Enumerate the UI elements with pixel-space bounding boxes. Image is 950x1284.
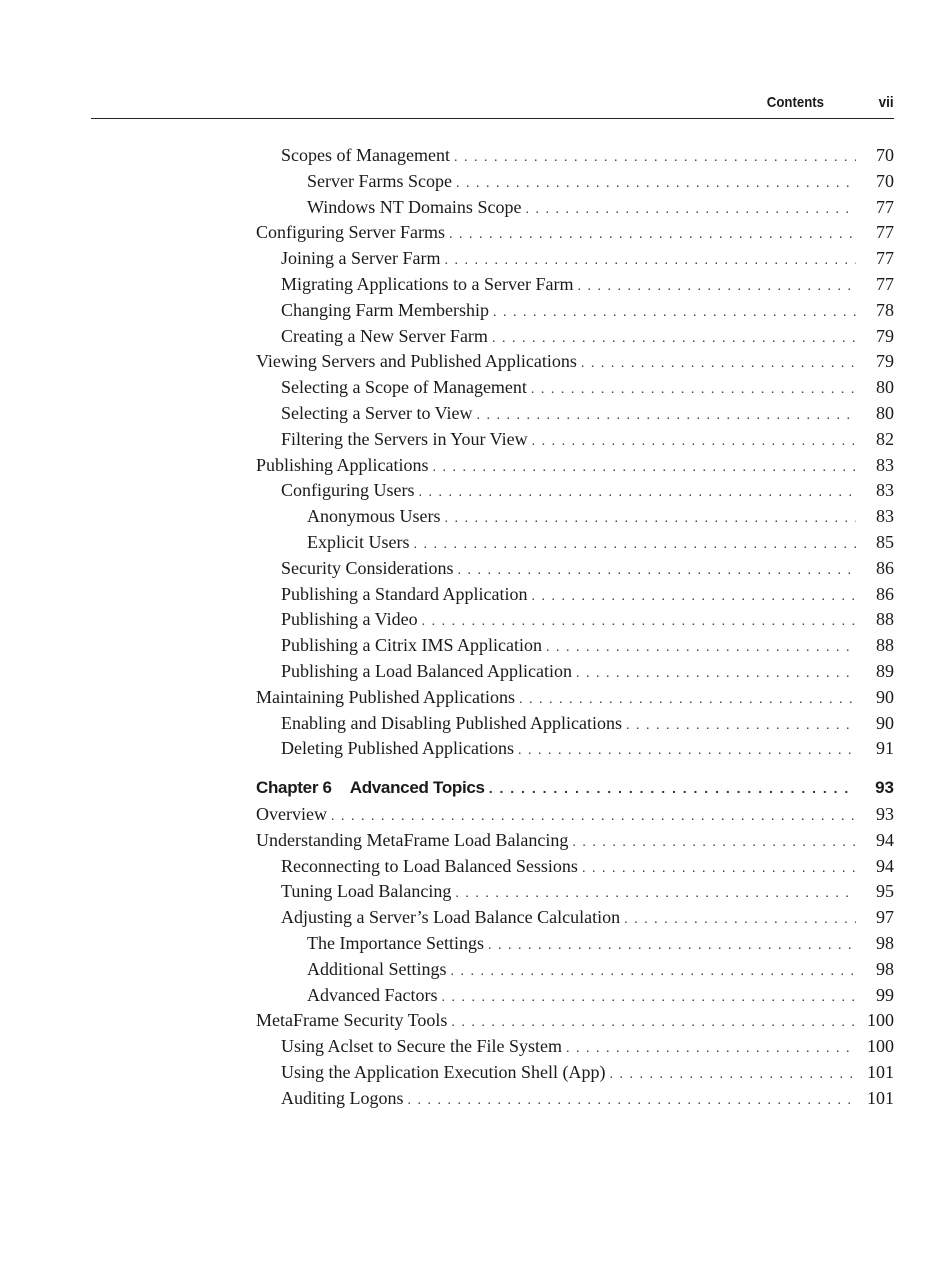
toc-entry (0, 956, 894, 982)
toc-entry-title: MetaFrame Security Tools (256, 1010, 448, 1030)
running-header-title: Contents (766, 94, 824, 111)
toc-entry-page-number: 83 (876, 455, 894, 475)
toc-entry-page-number: 89 (876, 661, 894, 681)
toc-entry-page-number: 90 (876, 687, 894, 707)
toc-entry-title: Security Considerations (281, 558, 454, 578)
toc-entry-page-number: 95 (876, 881, 894, 901)
toc-entry-title: Adjusting a Server’s Load Balance Calculation (281, 907, 621, 927)
toc-entry-title: Windows NT Domains Scope (307, 197, 522, 217)
toc-entry (0, 194, 894, 220)
toc-entry-title: Configuring Server Farms (256, 222, 445, 242)
toc-entry (0, 581, 894, 607)
toc-entry (0, 658, 894, 684)
toc-entry (0, 374, 894, 400)
toc-entry-title: Anonymous Users (307, 506, 441, 526)
toc-entry-page-number: 94 (876, 856, 894, 876)
toc-entry (0, 426, 894, 452)
toc-entry-page-number: 100 (867, 1036, 894, 1056)
toc-entry-page-number: 83 (876, 506, 894, 526)
toc-entry (0, 1033, 894, 1059)
toc-entry-title: Tuning Load Balancing (281, 881, 452, 901)
toc-entry (0, 503, 894, 529)
toc-entry-page-number: 101 (867, 1062, 894, 1082)
running-header (91, 92, 894, 119)
toc-entry-title: Overview (256, 804, 327, 824)
toc-entry-title: Selecting a Scope of Management (281, 377, 527, 397)
toc-entry (0, 323, 894, 349)
toc-entry-title: Using Aclset to Secure the File System (281, 1036, 562, 1056)
toc-entry-page-number: 88 (876, 635, 894, 655)
toc-entry-page-number: 79 (876, 351, 894, 371)
toc-entry-page-number: 85 (876, 532, 894, 552)
toc-entry (0, 1059, 894, 1085)
toc-entry (0, 477, 894, 503)
toc-entry-title: Publishing a Citrix IMS Application (281, 635, 543, 655)
toc-entry-title: Joining a Server Farm (281, 248, 441, 268)
toc-entry-title: Enabling and Disabling Published Applications (281, 713, 622, 733)
toc-entry-title: Auditing Logons (281, 1088, 404, 1108)
toc-entry-page-number: 77 (876, 197, 894, 217)
toc-entry-title: Publishing a Load Balanced Application (281, 661, 572, 681)
toc-entry-title: Selecting a Server to View (281, 403, 473, 423)
toc-entry-title: Migrating Applications to a Server Farm (281, 274, 574, 294)
toc-entry-page-number: 88 (876, 609, 894, 629)
running-header-page-number: vii (878, 94, 894, 111)
toc-entry-title: Changing Farm Membership (281, 300, 489, 320)
toc-entry-title: Filtering the Servers in Your View (281, 429, 528, 449)
toc-chapter-entry (0, 775, 894, 801)
toc-entry (0, 348, 894, 374)
toc-entry-title: Reconnecting to Load Balanced Sessions (281, 856, 578, 876)
toc-entry-page-number: 86 (876, 558, 894, 578)
toc-entry-page-number: 91 (876, 738, 894, 758)
toc-entry (0, 555, 894, 581)
toc-entry (0, 297, 894, 323)
toc-entry-page-number: 70 (876, 171, 894, 191)
toc-entry-page-number: 101 (867, 1088, 894, 1108)
toc-entry-page-number: 79 (876, 326, 894, 346)
toc-entry-page-number: 77 (876, 222, 894, 242)
toc-entry (0, 1085, 894, 1111)
toc-entry (0, 801, 894, 827)
toc-entry (0, 219, 894, 245)
toc-entry-page-number: 99 (876, 985, 894, 1005)
dot-leader (489, 775, 856, 801)
toc-entry (0, 684, 894, 710)
toc-entry (0, 878, 894, 904)
toc-entry (0, 142, 894, 168)
toc-entry-title (256, 775, 489, 801)
toc-entry-page-number: 80 (876, 403, 894, 423)
chapter-number: Chapter 6 (256, 778, 332, 797)
toc-entry-page-number: 77 (876, 248, 894, 268)
toc-entry-title: Configuring Users (281, 480, 415, 500)
toc-entry-page-number: 98 (876, 959, 894, 979)
toc-entry-title: Maintaining Published Applications (256, 687, 515, 707)
toc-entry-title: Using the Application Execution Shell (App) (281, 1062, 606, 1082)
toc-entry (0, 632, 894, 658)
toc-entry-page-number: 98 (876, 933, 894, 953)
toc-entry-title: Creating a New Server Farm (281, 326, 488, 346)
toc-entry-page-number: 70 (876, 145, 894, 165)
toc-entry-page-number: 93 (876, 804, 894, 824)
dot-leader (518, 738, 856, 764)
toc-entry (0, 827, 894, 853)
toc-entry-page-number: 90 (876, 713, 894, 733)
toc-entry-title: Additional Settings (307, 959, 447, 979)
toc-entry (0, 982, 894, 1008)
toc-entry (0, 168, 894, 194)
toc-entry-title: The Importance Settings (307, 933, 484, 953)
toc-entry (0, 904, 894, 930)
toc-entry-title: Deleting Published Applications (281, 738, 514, 758)
toc-entry-page-number: 82 (876, 429, 894, 449)
toc-entry (0, 606, 894, 632)
toc-entry-title: Publishing a Video (281, 609, 418, 629)
toc-entry-page-number: 83 (876, 480, 894, 500)
toc-entry-page-number: 78 (876, 300, 894, 320)
toc-entry-title: Advanced Factors (307, 985, 438, 1005)
toc-entry-title: Explicit Users (307, 532, 410, 552)
toc-entry-title: Understanding MetaFrame Load Balancing (256, 830, 569, 850)
toc-entry-title: Publishing Applications (256, 455, 429, 475)
toc-entry (0, 853, 894, 879)
toc-entry (0, 271, 894, 297)
toc-entry-title: Scopes of Management (281, 145, 450, 165)
toc-entry-title: Publishing a Standard Application (281, 584, 528, 604)
toc-entry (0, 710, 894, 736)
toc-entry (0, 400, 894, 426)
toc-entry-title: Server Farms Scope (307, 171, 452, 191)
toc-entry (0, 930, 894, 956)
toc-entry-title: Viewing Servers and Published Applications (256, 351, 577, 371)
chapter-title: Advanced Topics (349, 778, 485, 797)
toc-entry (0, 245, 894, 271)
toc-entry-page-number: 80 (876, 377, 894, 397)
toc-entry (0, 452, 894, 478)
toc-entry-page-number: 97 (876, 907, 894, 927)
dot-leader (408, 1088, 856, 1114)
toc-entry-page-number: 100 (867, 1010, 894, 1030)
toc-entry (0, 529, 894, 555)
toc-entry-page-number: 94 (876, 830, 894, 850)
toc-entry-page-number: 93 (875, 778, 894, 797)
toc-entry (0, 735, 894, 761)
toc-entry-page-number: 77 (876, 274, 894, 294)
toc-entry-page-number: 86 (876, 584, 894, 604)
toc-entry (0, 1007, 894, 1033)
